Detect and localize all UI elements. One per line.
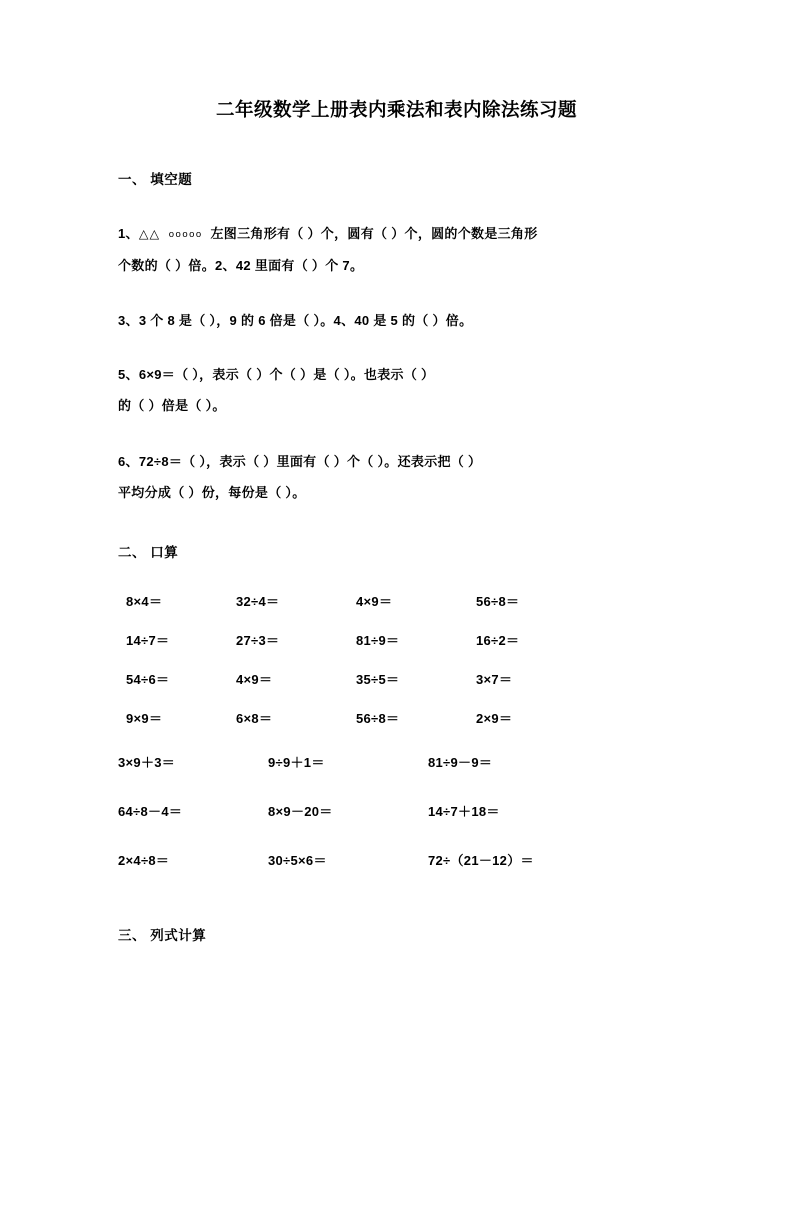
oral-math-item: 81÷9－9＝ xyxy=(428,755,493,770)
oral-math-item: 2×4÷8＝ xyxy=(118,853,170,868)
section-heading-expression-calculation: 三、 列式计算 xyxy=(118,928,207,943)
oral-math-row xyxy=(118,737,675,786)
oral-math-item: 4×9＝ xyxy=(236,672,273,687)
oral-math-item: 35÷5＝ xyxy=(356,672,400,687)
oral-math-row xyxy=(118,786,675,835)
oral-math-item: 2×9＝ xyxy=(476,711,513,726)
oral-math-item: 32÷4＝ xyxy=(236,594,280,609)
question-1-text-1: 左图三角形有（ ）个，圆有（ ）个，圆的个数是三角形 xyxy=(210,226,538,241)
oral-math-row xyxy=(118,659,675,698)
oral-math-item: 3×7＝ xyxy=(476,672,513,687)
question-5-line-1: 5、6×9＝（ ），表示（ ）个（ ）是（ ）。也表示（ ） xyxy=(118,367,435,382)
oral-math-item: 64÷8－4＝ xyxy=(118,804,183,819)
oral-math-row xyxy=(118,620,675,659)
oral-math-row xyxy=(118,581,675,620)
oral-math-item: 6×8＝ xyxy=(236,711,273,726)
oral-math-item: 9×9＝ xyxy=(126,711,163,726)
oral-math-row xyxy=(118,698,675,737)
question-3 xyxy=(118,305,675,336)
section-heading-fill-in-blanks: 一、 填空题 xyxy=(118,172,193,187)
question-3-line-1: 3、3 个 8 是（ ），9 的 6 倍是（ ）。4、40 是 5 的（ ）倍。 xyxy=(118,313,473,328)
question-1-line-2: 个数的（ ）倍。2、42 里面有（ ）个 7。 xyxy=(118,258,364,273)
oral-math-item: 14÷7＋18＝ xyxy=(428,804,500,819)
triangle-shapes xyxy=(139,227,203,241)
question-6-line-2: 平均分成（ ）份，每份是（ ）。 xyxy=(118,485,306,500)
oral-math-item: 16÷2＝ xyxy=(476,633,520,648)
question-1 xyxy=(118,218,675,281)
circle-icon: ooooo xyxy=(168,229,203,240)
question-1-number: 1、 xyxy=(118,226,139,241)
oral-math-item: 81÷9＝ xyxy=(356,633,400,648)
oral-math-item: 56÷8＝ xyxy=(356,711,400,726)
question-6-line-1: 6、72÷8＝（ ），表示（ ）里面有（ ）个（ ）。还表示把（ ） xyxy=(118,454,482,469)
question-5-line-2: 的（ ）倍是（ ）。 xyxy=(118,398,226,413)
oral-math-item: 4×9＝ xyxy=(356,594,393,609)
worksheet-page xyxy=(0,96,793,1218)
triangle-icon: △△ xyxy=(138,227,161,241)
question-6 xyxy=(118,446,675,508)
oral-math-item: 9÷9＋1＝ xyxy=(268,755,325,770)
page-title: 二年级数学上册表内乘法和表内除法练习题 xyxy=(215,99,577,120)
oral-math-item: 14÷7＝ xyxy=(126,633,170,648)
oral-math-item: 8×9－20＝ xyxy=(268,804,333,819)
oral-math-item: 30÷5×6＝ xyxy=(268,853,327,868)
section-heading-oral-math: 二、 口算 xyxy=(118,545,179,560)
question-5 xyxy=(118,359,675,421)
oral-math-item: 27÷3＝ xyxy=(236,633,280,648)
oral-math-item: 72÷（21－12）＝ xyxy=(428,853,534,868)
oral-math-grid xyxy=(118,581,675,884)
oral-math-item: 56÷8＝ xyxy=(476,594,520,609)
oral-math-item: 3×9＋3＝ xyxy=(118,755,176,770)
oral-math-item: 54÷6＝ xyxy=(126,672,170,687)
question-1-line-1 xyxy=(118,218,675,250)
oral-math-item: 8×4＝ xyxy=(126,594,163,609)
oral-math-row xyxy=(118,835,675,884)
